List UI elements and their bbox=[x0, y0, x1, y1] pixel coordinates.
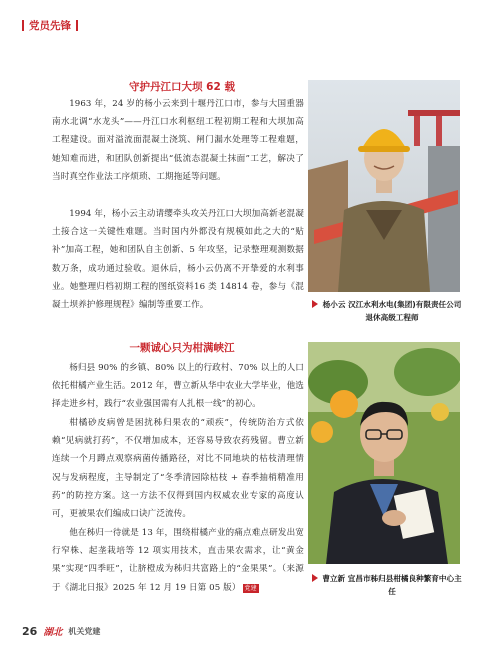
article1-paragraph-1: 1963 年，24 岁的杨小云来到十堰丹江口市，参与大国重器南水北调“水龙头”——丹江口水利枢纽工程初期工程和大坝加高工程建设。面对溢流面混凝土浇筑、闸门漏水处理等工程难题，她知难而进，和团队创新提出“低流态混凝土抹面”工艺，解决了当时真空作业法工序烦琐、工期拖延等问题。 bbox=[52, 99, 304, 182]
photo-cao-lixin bbox=[308, 342, 460, 564]
photo-caption-2 bbox=[312, 572, 462, 598]
article2-paragraph-3 bbox=[52, 524, 304, 597]
caption-marker-icon bbox=[312, 574, 318, 582]
article2-paragraph-1: 杨归县 90% 的乡镇、80% 以上的行政村、70% 以上的人口依托柑橘产业生活。2012 年，曹立新从华中农业大学毕业，他选择走进乡村，践行“农业强国需有人扎根一线”的初心。 bbox=[52, 363, 304, 410]
section-label: 党员先锋 bbox=[29, 20, 71, 32]
article1-heading: 守护丹江口大坝 62 载 bbox=[129, 81, 235, 93]
caption-text-1: 杨小云 汉江水利水电(集团)有限责任公司退休高级工程师 bbox=[322, 300, 462, 322]
source-badge: 党建 bbox=[244, 584, 257, 592]
article2-paragraph-3-text: 他在秭归一待就是 13 年，围绕柑橘产业的痛点难点研发出宽行窄株、起垄栽培等 12 项实用技术，直击果农需求，让“黄金果”实现“四季旺”，让脐橙成为秭归共富路上的“金果果”。（来源于《湖北日报》2025 年 12 月 19 日第 05 版） bbox=[52, 528, 304, 593]
photo-yang-xiaoyun bbox=[308, 80, 460, 292]
portrait-worker-image bbox=[308, 80, 460, 292]
caption-text-2: 曹立新 宜昌市秭归县柑橘良种繁育中心主任 bbox=[322, 574, 462, 596]
page-number: 26 bbox=[22, 624, 38, 638]
caption-marker-icon bbox=[312, 300, 318, 308]
tag-bar-left bbox=[22, 20, 24, 31]
magazine-subtitle: 机关党建 bbox=[68, 626, 101, 636]
article2-heading: 一颗诚心只为柑满峡江 bbox=[129, 342, 235, 354]
article2-paragraph-2: 柑橘砂皮病曾是困扰秭归果农的“顽疾”，传统防治方式依赖“见病就打药”，不仅增加成本，还容易导致农药残留。曹立新连续一个月蹲点观察病菌传播路径，对比不同地块的枯枝清理情况与发病程度，主导制定了“冬季清园除枯枝 + 春季抽梢精准用药”的防控方案。这一方法不仅得到国内权威农业专家的高度认可，更被果农们编成口诀广泛流传。 bbox=[52, 418, 304, 520]
photo-caption-1 bbox=[312, 298, 462, 324]
page-footer bbox=[22, 624, 100, 638]
portrait-farmer-image bbox=[308, 342, 460, 564]
tag-bar-right bbox=[76, 20, 78, 31]
article1-paragraph-2: 1994 年，杨小云主动请缨牵头攻关丹江口大坝加高新老混凝土接合这一关键性难题。当时国内外都没有规模如此之大的“贴补”加高工程，她和团队自主创新、5 年攻坚，记录整理观测数据数万条，成功通过验收。退休后，杨小云仍离不开挚爱的水利事业。她整理归档初期工程的图纸资料16 类 14814 卷，参与《混凝土坝养护修理规程》编制等重要工作。 bbox=[52, 209, 304, 311]
section-tag bbox=[22, 18, 78, 33]
magazine-name: 湖北 bbox=[43, 627, 63, 638]
